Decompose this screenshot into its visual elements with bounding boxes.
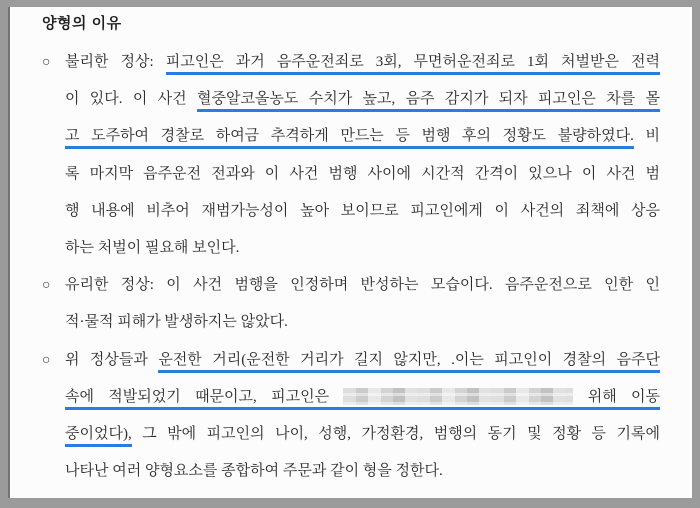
text-line bbox=[65, 156, 660, 193]
text-line bbox=[65, 230, 660, 267]
text-line bbox=[65, 44, 660, 81]
text-segment: 이 있다. 이 사건 bbox=[65, 91, 197, 108]
text-line bbox=[65, 81, 660, 118]
document-page bbox=[8, 7, 692, 498]
text-segment: 나타난 여러 양형요소를 종합하여 주문과 같이 형을 정한다. bbox=[65, 463, 443, 480]
text-line bbox=[65, 379, 660, 416]
underlined-segment: 운전한 거리(운전한 거리가 길지 않지만, .이는 피고인이 경찰의 음주단 bbox=[158, 352, 660, 373]
section-title: 양형의 이유 bbox=[42, 15, 122, 32]
text-line bbox=[65, 193, 660, 230]
text-segment: 위 정상들과 bbox=[65, 351, 159, 368]
redaction-block bbox=[343, 388, 573, 405]
text-segment: 비 bbox=[633, 128, 660, 145]
underlined-segment: 고 도주하여 경찰로 하여금 추격하게 만드는 등 범행 후의 정황도 불량하였다. bbox=[65, 128, 634, 149]
text-segment: 적·물적 피해가 발생하지는 않았다. bbox=[65, 314, 288, 331]
text-line bbox=[65, 416, 660, 453]
bullet-marker: ○ bbox=[42, 55, 51, 70]
text-segment: 불리한 정상: bbox=[65, 54, 166, 70]
paragraph bbox=[42, 267, 660, 341]
paragraph bbox=[42, 44, 660, 267]
underlined-segment: 피고인은 과거 음주운전죄로 3회, 무면허운전죄로 1회 처벌받은 전력 bbox=[166, 54, 660, 75]
text-line bbox=[65, 453, 660, 490]
text-segment: 그 밖에 피고인의 나이, 성행, 가정환경, 범행의 동기 및 정황 등 기록에 bbox=[131, 426, 660, 443]
text-line bbox=[65, 342, 660, 379]
text-segment: 유리한 정상: 이 사건 범행을 인정하며 반성하는 모습이다. 음주운전으로 인한 인 bbox=[65, 277, 660, 294]
document-body bbox=[42, 44, 660, 490]
bullet-marker: ○ bbox=[42, 278, 51, 294]
text-line bbox=[65, 304, 660, 341]
underlined-segment: 혈중알코올농도 수치가 높고, 음주 감지가 되자 피고인은 차를 몰 bbox=[197, 91, 660, 112]
text-line bbox=[65, 118, 660, 155]
text-segment: 행 내용에 비추어 재범가능성이 높아 보이므로 피고인에게 이 사건의 죄책에 상응 bbox=[65, 202, 660, 219]
text-line bbox=[65, 267, 660, 304]
text-segment: 하는 처벌이 필요해 보인다. bbox=[65, 240, 240, 257]
paragraph bbox=[42, 342, 660, 491]
bullet-marker: ○ bbox=[42, 352, 51, 368]
text-segment: 록 마지막 음주운전 전과와 이 사건 범행 사이에 시간적 간격이 있으나 이 사건 범 bbox=[65, 165, 660, 182]
underlined-segment: 속에 적발되었기 때문이고, 피고인은 위해 이동 bbox=[65, 389, 660, 410]
underlined-segment: 중이었다), bbox=[65, 426, 132, 447]
